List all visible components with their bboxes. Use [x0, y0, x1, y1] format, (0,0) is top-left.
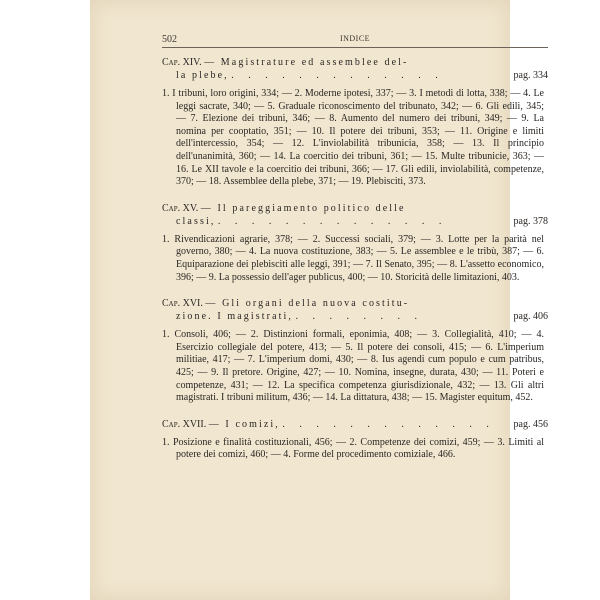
dot-leader: . . . . . . . . . . . . . . — [217, 215, 448, 227]
chapter-number: Cap. XVI. — [162, 298, 203, 310]
chapter-title-line1: — Gli organi della nuova costitu- — [205, 298, 410, 310]
dot-leader: . . . . . . . . . . . . . — [282, 418, 495, 430]
chapter-title-line2: la plebe, — [176, 70, 229, 81]
chapter-title — [162, 297, 548, 323]
chapter-title-line1: — I comizi, — [208, 418, 280, 430]
dot-leader: . . . . . . . . — [295, 311, 423, 323]
chapter-entries: 1. I tribuni, loro origini, 334; — 2. Moderne ipotesi, 337; — 3. I metodi di lotta, 338; — 4. Le leggi sacrate, 340; — 5. Graduale riconoscimento del tribunato, 342; — 6. Gli edili, 345; — 7. Elezione dei tribuni, 346; — 8. Aumento del numero dei tribuni, 349; — 9. La nomina per cooptatio, 351; — 10. Il potere dei tribuni, 353; — 11. Origine e limiti dell'intercessio, 354; — 12. L'inviolabilità tribunicia, 358; — 13. Il principio dell'unanimità, 360; — 14. La coercitio dei tribuni, 361; — 15. Multe tribunicie, 363; — 16. Le XII tavole e la coercitio dei tribuni, 366; — 17. Gli edili, inviolabilità, competenze, 370; — 18. Assemblee della plebe, 371; — 19. Plebisciti, 373. — [162, 88, 544, 188]
chapter-number: Cap. XVII. — [162, 418, 207, 430]
chapter-title — [162, 418, 548, 431]
chapter-title-line1: — Il pareggiamento politico delle — [200, 202, 406, 214]
chapter-title-line1: — Magistrature ed assemblee del- — [204, 57, 409, 68]
chapter-title — [162, 56, 548, 82]
chapter-page: pag. 334 — [513, 70, 548, 81]
chapter-entries: 1. Rivendicazioni agrarie, 378; — 2. Successi sociali, 379; — 3. Lotte per la parità nel governo, 380; — 4. La nuova costituzione, 383; — 5. Le assemblee e le tribù, 387; — 6. Equiparazione dei plebisciti alle leggi, 391; — 7. Il Senato, 395; — 8. L'assetto economico, 396; — 9. La possessio dell'ager publicus, 400; — 10. Storicità delle limitazioni, 403. — [162, 233, 544, 283]
page-number: 502 — [162, 34, 177, 45]
chapter-xiv — [162, 56, 548, 189]
chapter-number: Cap. XIV. — [162, 57, 202, 68]
index-content — [162, 56, 548, 475]
chapter-xv — [162, 202, 548, 284]
chapter-page: pag. 456 — [513, 418, 548, 430]
dot-leader: . . . . . . . . . . . . . — [231, 70, 444, 81]
chapter-page: pag. 378 — [513, 215, 548, 227]
chapter-title-line2: classi, — [176, 215, 216, 227]
chapter-number: Cap. XV. — [162, 202, 199, 214]
chapter-xvi — [162, 297, 548, 405]
chapter-xvii — [162, 418, 548, 462]
chapter-title — [162, 202, 548, 228]
running-title: INDICE — [339, 34, 371, 43]
header-rule — [162, 47, 548, 48]
chapter-entries: 1. Consoli, 406; — 2. Distinzioni formali, eponimia, 408; — 3. Collegialità, 410; — 4. Esercizio collegiale del potere, 413; — 5. Il potere dei consoli, 415; — 6. L'imperium militiae, 417; — 7. L'imperium domi, 430; — 8. Ius agendi cum populo e cum patribus, 425; — 9. Il pretore. Origine, 427; — 10. Nomina, insegne, durata, 430; — 11. Poteri e competenze, 431; — 12. La specifica competenza giurisdizionale, 432; — 13. Gli altri magistrati. I tribuni militum, 436; — 14. La dittatura, 438; — 15. Magister equitum, 452. — [162, 329, 544, 404]
running-header — [162, 34, 548, 48]
chapter-title-line2: zione. I magistrati, — [176, 311, 293, 323]
chapter-page: pag. 406 — [513, 311, 548, 323]
chapter-entries: 1. Posizione e finalità costituzionali, 456; — 2. Competenze dei comizi, 459; — 3. Limiti al potere dei comizi, 460; — 4. Forme del procedimento comiziale, 466. — [162, 436, 544, 461]
book-page — [90, 0, 548, 600]
